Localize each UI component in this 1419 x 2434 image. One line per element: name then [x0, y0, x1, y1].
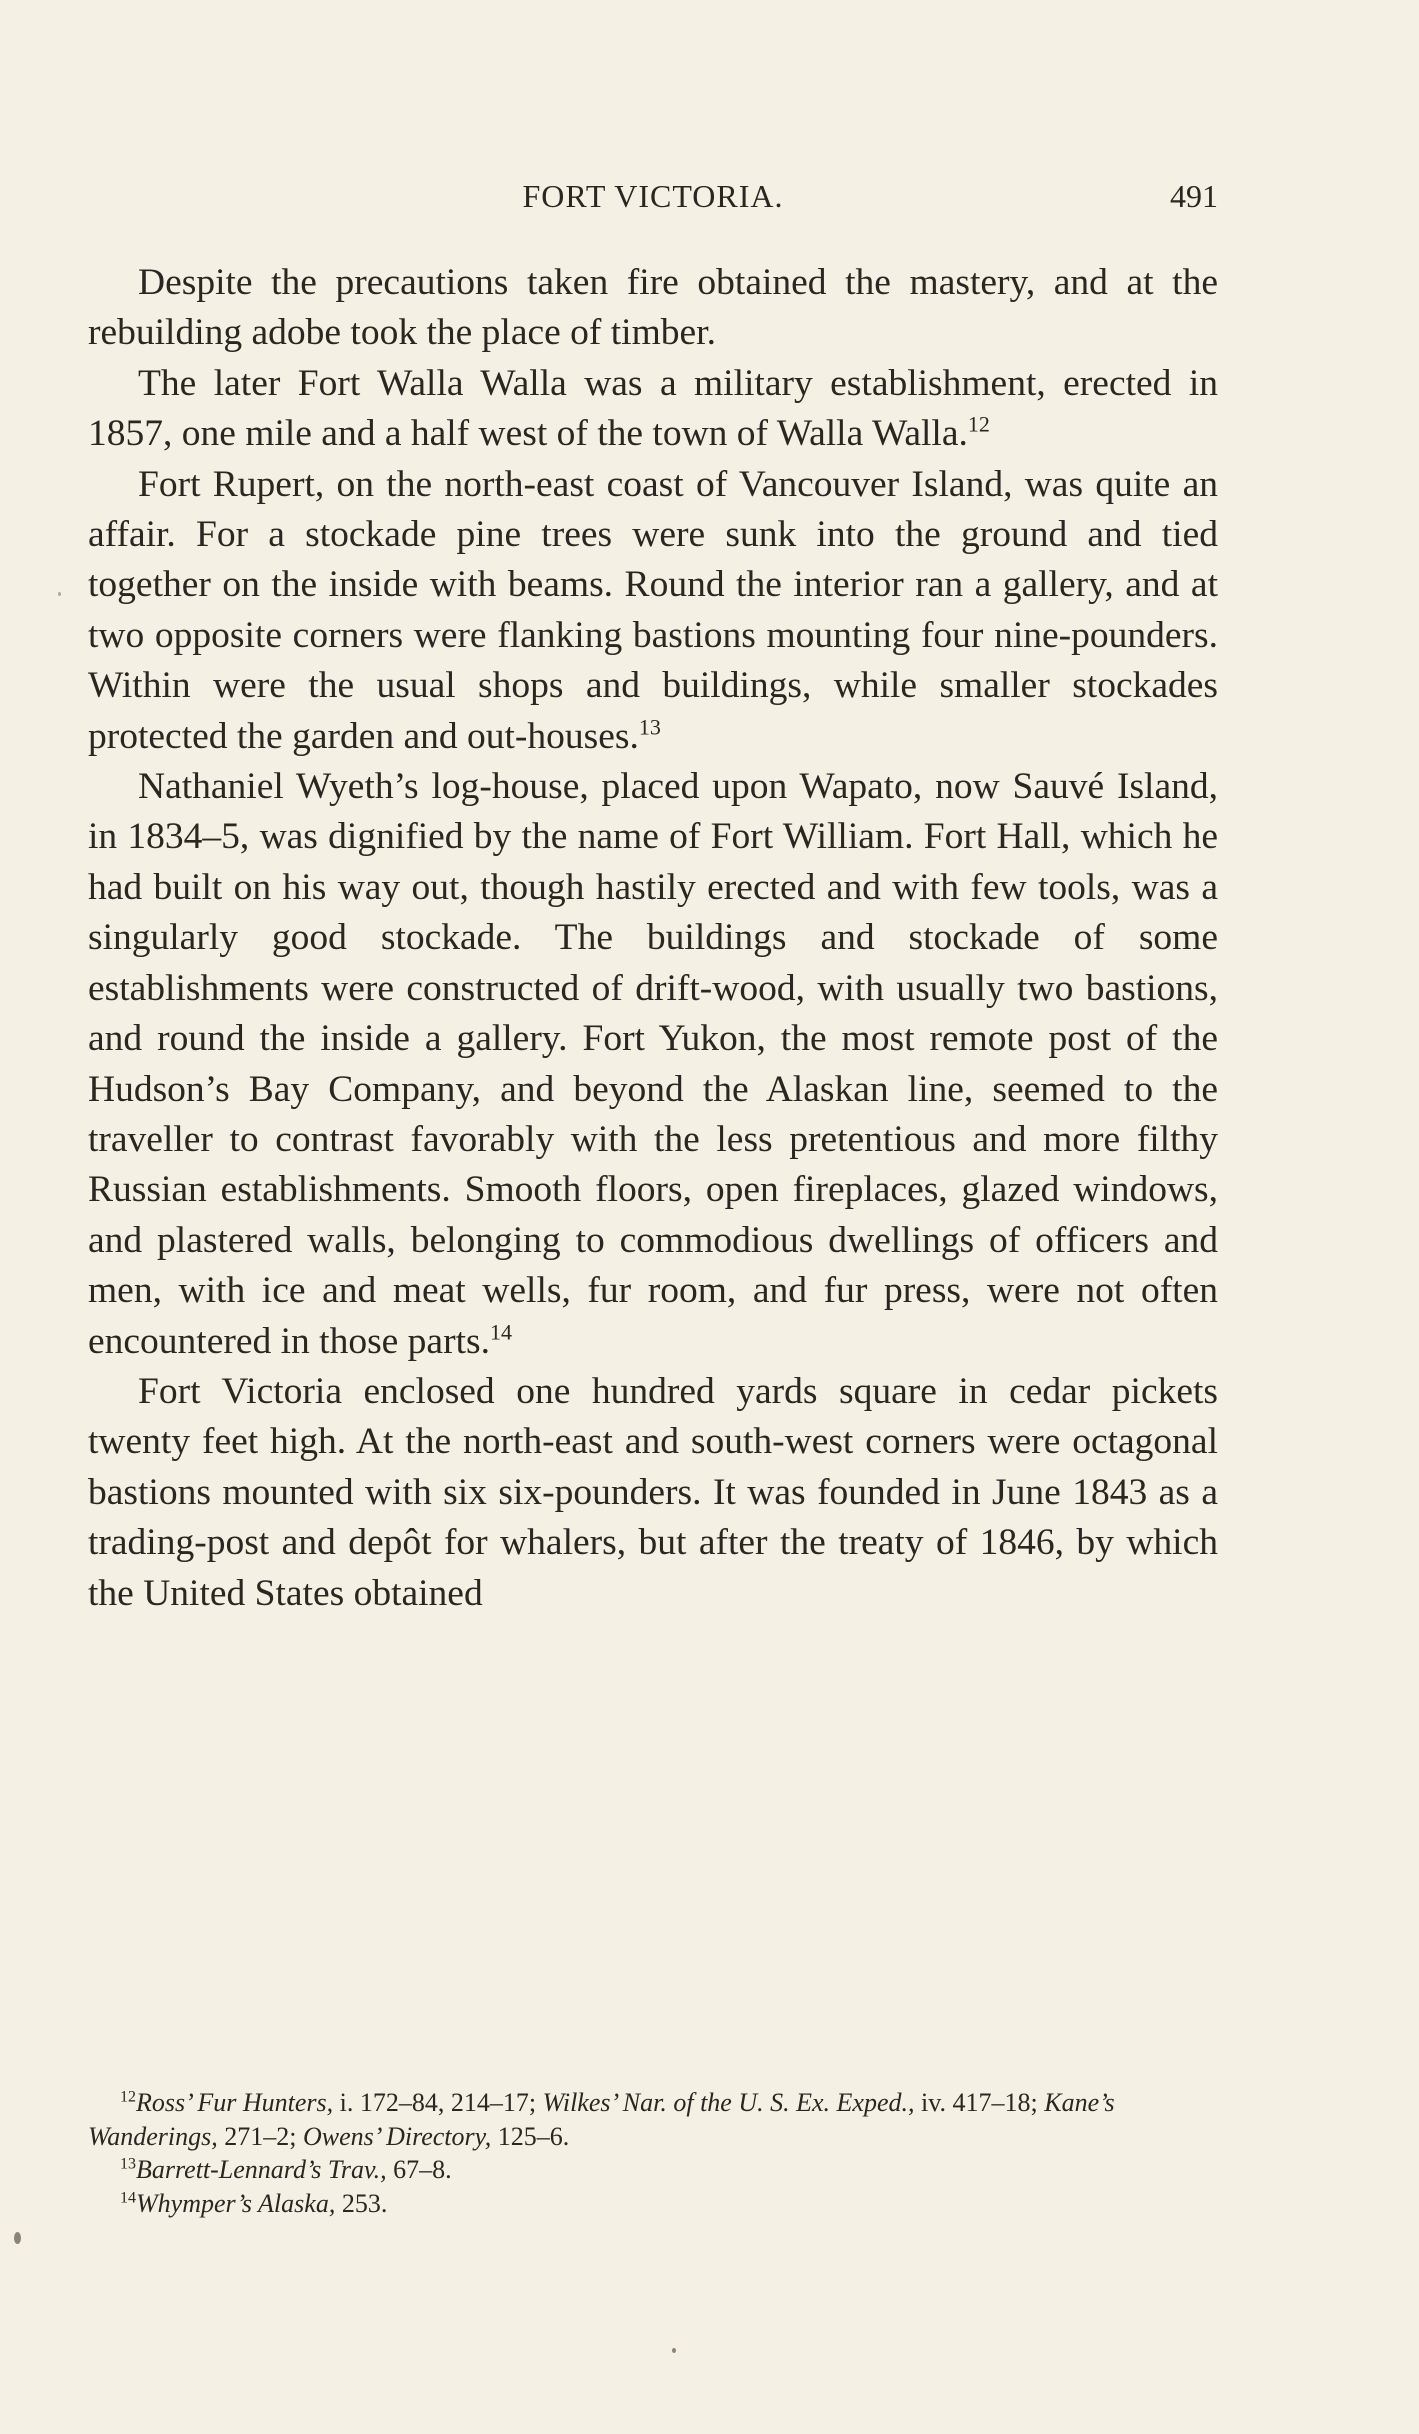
footnote-number: 13 — [120, 2155, 136, 2173]
footnotes — [88, 2086, 1218, 2220]
footnote-ref: 13 — [638, 714, 661, 740]
footnote-citation: Wilkes’ Nar. of the U. S. Ex. Exped., — [542, 2088, 915, 2117]
footnote-text: 125–6. — [491, 2121, 570, 2151]
footnote-citation: Ross’ Fur Hunters, — [136, 2088, 334, 2117]
paragraph — [88, 762, 1218, 1367]
paragraph-text: Nathaniel Wyeth’s log-house, placed upon Wapato, now Sauvé Island, in 1834–5, was dignified by the name of Fort William. Fort Hall, which he had built on his way out, though hastily erected and with few tools, was a singularly good stockade. The buildings and stockade of some establishments were constructed of drift-wood, with usually two bastions, and round the inside a gallery. Fort Yukon, the most remote post of the Hudson’s Bay Company, and beyond the Alaskan line, seemed to the traveller to contrast favorably with the less pretentious and more filthy Russian establishments. Smooth floors, open fireplaces, glazed windows, and plastered walls, belonging to commodious dwellings of officers and men, with ice and meat wells, fur room, and fur press, were not often encountered in those parts. — [88, 766, 1218, 1362]
paragraph-text: Despite the precautions taken fire obtained the mastery, and at the rebuilding adobe took the place of timber. — [88, 262, 1218, 354]
footnote-number: 12 — [120, 2088, 136, 2106]
body-text — [88, 258, 1218, 1619]
paragraph — [88, 460, 1218, 762]
footnote-citation: Kane’s Wanderings, — [88, 2088, 1115, 2151]
footnote-citation: Owens’ Directory, — [303, 2121, 492, 2151]
footnote-ref: 14 — [489, 1319, 512, 1345]
footnote-13 — [88, 2153, 1218, 2187]
paragraph — [88, 258, 1218, 359]
footnote-text: 67–8. — [386, 2155, 452, 2184]
footnote-text: iv. 417–18; — [914, 2088, 1045, 2117]
footnote-number: 14 — [120, 2188, 136, 2206]
footnote-12 — [88, 2086, 1218, 2153]
footnote-text: i. 172–84, 214–17; — [333, 2088, 543, 2117]
running-head — [88, 178, 1218, 228]
footnote-citation: Whymper’s Alaska, — [136, 2188, 336, 2218]
paragraph-text: Fort Rupert, on the north-east coast of Vancouver Island, was quite an affair. For a stockade pine trees were sunk into the ground and tied together on the inside with beams. Round the interior ran a gallery, and at two opposite corners were flanking bastions mounting four nine-pounders. Within were the usual shops and buildings, while smaller stockades protected the garden and out-houses. — [88, 463, 1218, 757]
footnote-text: 253. — [335, 2188, 388, 2218]
footnote-text: 271–2; — [217, 2121, 304, 2151]
paragraph-text: The later Fort Walla Walla was a military establishment, erected in 1857, one mile and a half west of the town of Walla Walla. — [88, 362, 1218, 455]
paragraph-text: Fort Victoria enclosed one hundred yards square in cedar pickets twenty feet high. At the north-east and south-west corners were octagonal bastions mounted with six six-pounders. It was founded in June 1843 as a trading-post and depôt for whalers, but after the treaty of 1846, by which the United States obtained — [88, 1370, 1218, 1614]
footnote-14 — [88, 2187, 1218, 2221]
paragraph — [88, 1367, 1218, 1619]
paper-speck — [672, 2348, 676, 2353]
paper-speck — [14, 2232, 21, 2244]
page-number: 491 — [1170, 178, 1218, 214]
footnote-citation: Barrett-Lennard’s Trav., — [136, 2155, 387, 2184]
footnote-ref: 12 — [967, 411, 990, 437]
paper-speck — [58, 592, 61, 596]
paragraph — [88, 359, 1218, 460]
running-title: FORT VICTORIA. — [522, 178, 784, 214]
